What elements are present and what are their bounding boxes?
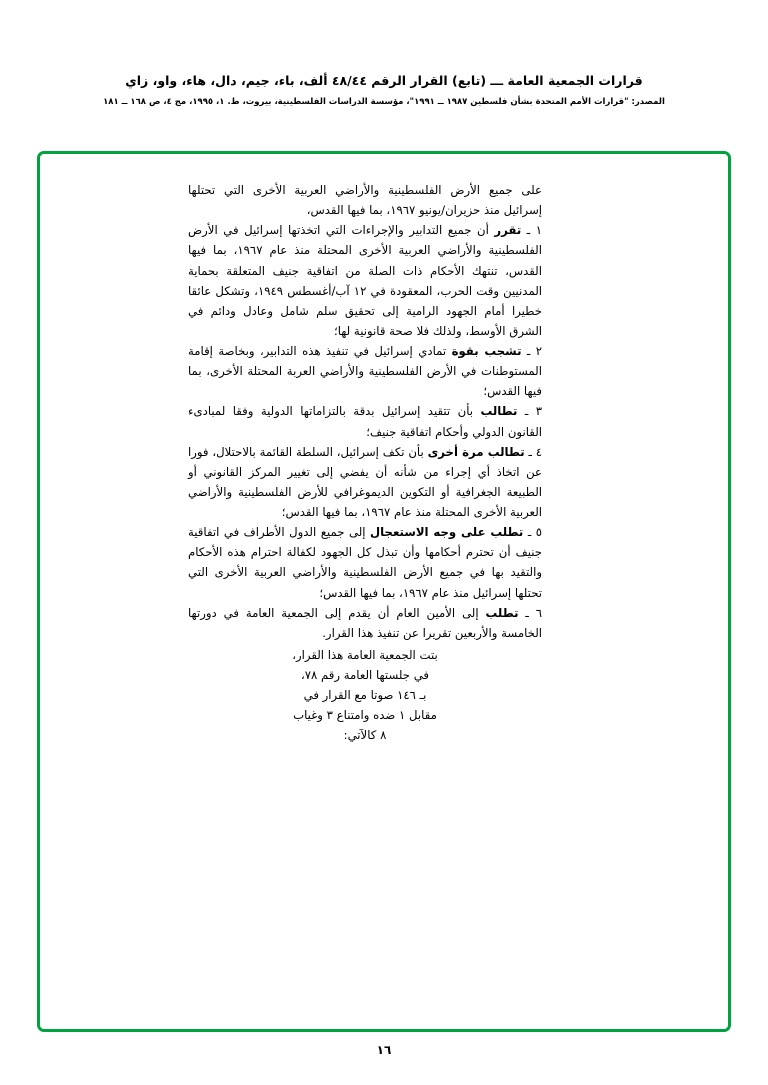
paragraph-lead: على جميع الأرض الفلسطينية والأراضي العربية الأخرى التي تحتلها إسرائيل منذ حزيران/يونيو ١٩٦٧، بما فيها القدس، — [188, 183, 542, 218]
clause-6 — [188, 603, 542, 643]
clause-5 — [188, 522, 542, 603]
voting-line: بتت الجمعية العامة هذا القرار، — [292, 647, 438, 662]
resolution-text — [188, 180, 542, 746]
voting-line: مقابل ١ ضده وامتناع ٣ وغياب — [293, 708, 437, 723]
clause-2-number: ٢ ـ — [526, 344, 542, 358]
clause-2-text: تمادي إسرائيل في تنفيذ هذه التدابير، وبخاصة إقامة المستوطنات في الأرض الفلسطينية والأراضي العربة المحتلة الأخرى، بما فيها القدس؛ — [188, 344, 542, 399]
clause-4-lead: تطالب مرة أخرى — [427, 444, 525, 459]
clause-1-number: ١ ـ — [526, 223, 543, 238]
clause-3-number: ٣ ـ — [524, 404, 543, 419]
clause-5-lead: تطلب على وجه الاستعجال — [370, 525, 524, 540]
clause-6-number: ٦ ـ — [525, 605, 543, 620]
page-number: ١٦ — [376, 1043, 392, 1057]
clause-1 — [188, 220, 542, 341]
voting-line: في جلستها العامة رقم ٧٨، — [300, 668, 430, 682]
voting-line: ٨ كالآتي: — [343, 728, 387, 743]
clause-2 — [188, 341, 542, 401]
clause-5-text: إلى جميع الدول الأطراف في اتفاقية جنيف أن تحترم أحكامها وأن تبذل كل الجهود لكفالة احترام هذه الأحكام والتقيد بها في جميع الأرض الفلسطينية والأراضي العربية الأخرى التي تحتلها إسرائيل منذ عام ١٩٦٧، بما فيها القدس؛ — [188, 525, 542, 600]
header-title: قرارات الجمعية العامة ـــ (تابع) القرار الرقم ٤٨/٤٤ ألف، باء، جيم، دال، هاء، واو، زاي — [125, 73, 643, 88]
content-frame — [37, 151, 731, 1032]
clause-3 — [188, 401, 542, 441]
clause-4 — [188, 442, 542, 523]
clause-6-text: إلى الأمين العام أن يقدم إلى الجمعية العامة في دورتها الخامسة والأربعين تقريرا عن تنفيذ هذا القرار. — [188, 605, 542, 640]
clause-6-lead: تطلب — [485, 605, 519, 620]
clause-1-text: أن جميع التدابير والإجراءات التي اتخذتها إسرائيل في الأرض الفلسطينية والأراضي العربية الأخرى المحتلة منذ عام ١٩٦٧، بما فيها القدس، تنتهك الأحكام ذات الصلة من اتفاقية جنيف المتعلقة بحماية المدنيين وقت الحرب، المعقودة في ١٢ آب/أغسطس ١٩٤٩، وتشكل عائقا خطيرا أمام الجهود الرامية إلى تحقيق سلم شامل وعادل ودائم في الشرق الأوسط، ولذلك فلا صحة قانونية لها؛ — [188, 223, 543, 338]
page-header — [0, 0, 768, 108]
clause-1-lead: تقرر — [494, 223, 522, 238]
clause-3-text: بأن تتقيد إسرائيل بدقة بالتزاماتها الدولية وفقا لمبادىء القانون الدولي وأحكام اتفاقية جنيف؛ — [188, 404, 542, 439]
clause-4-number: ٤ ـ — [528, 444, 543, 459]
clause-4-text: بأن تكف إسرائيل، السلطة القائمة بالاحتلال، فورا عن اتخاذ أي إجراء من شأنه أن يفضي إلى تغيير المركز القانوني أو الطبيعة الجغرافية أو التكوين الديموغرافي للأرض الفلسطينية والأراضي العربية الأخرى المحتلة منذ عام ١٩٦٧، بما فيها القدس؛ — [188, 444, 542, 519]
clause-2-lead: تشجب بقوة — [451, 344, 522, 358]
clause-5-number: ٥ ـ — [527, 525, 543, 540]
clause-3-lead: تطالب — [480, 404, 518, 419]
voting-line: بـ ١٤٦ صوتا مع القرار في — [303, 688, 427, 703]
header-source: المصدر: "قرارات الأمم المتحدة بشأن فلسطين ١٩٨٧ ــ ١٩٩١"، مؤسسة الدراسات الفلسطينية، بيروت، ط. ١، ١٩٩٥، مج ٤، ص ١٦٨ ــ ١٨١ — [103, 96, 665, 107]
voting-record — [188, 645, 542, 746]
